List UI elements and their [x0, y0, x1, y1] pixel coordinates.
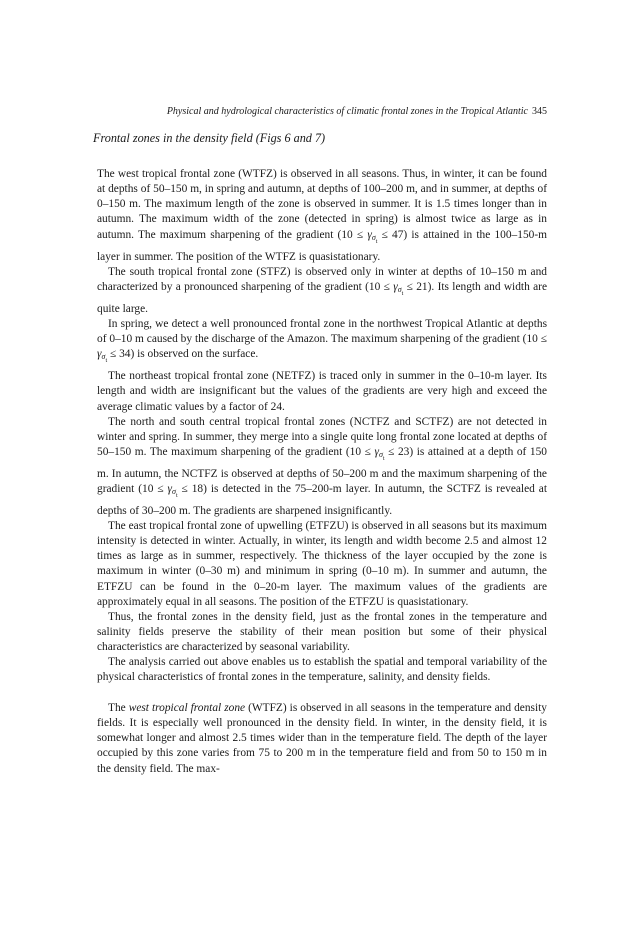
gamma-sigma-t-symbol: $\gamma_{\sigma_t}$ [167, 482, 178, 499]
gamma-sigma-t-symbol: $\gamma_{\sigma_t}$ [374, 445, 385, 462]
paragraph-stfz: The south tropical frontal zone (STFZ) is observed only in winter at depths of 10–150 m and characterized by a pronounced sharpening of the gradient $(10 \le \gamma_{\sigma_t} \le 21)$. Its length and width are quite large. [97, 265, 547, 315]
gamma-sigma-t-symbol: $\gamma_{\sigma_t}$ [97, 348, 108, 365]
paragraph-gap [97, 685, 547, 701]
paragraph-analysis: The analysis carried out above enables us to establish the spatial and temporal variability of the physical characteristics of frontal zones in the temperature, salinity, and density fields. [97, 656, 547, 684]
section-title: Frontal zones in the density field (Figs 6 and 7) [93, 131, 326, 146]
running-title: Physical and hydrological characteristics of climatic frontal zones in the Tropical Atlantic [166, 106, 528, 117]
paragraph-netfz: The northeast tropical frontal zone (NETFZ) is traced only in summer in the 0–10-m layer. Its length and width are insignificant but the values of the gradients are very high and exceed the average climatic values by a factor of 24. [97, 370, 547, 413]
page [93, 104, 547, 777]
paragraph-amazon: In spring, we detect a well pronounced frontal zone in the northwest Tropical Atlantic at depths of 0–10 m caused by the discharge of the Amazon. The maximum sharpening of the gradient $(10 \le \gamma_{\sigma_t} \le 34)$ is observed on the surface. [97, 318, 547, 365]
gamma-sigma-t-symbol: $\gamma_{\sigma_t}$ [367, 228, 378, 245]
paragraph-summary: Thus, the frontal zones in the density field, just as the frontal zones in the temperature and salinity fields preserve the stability of their mean position but some of their physical characteristics are characterized by seasonal variability. [97, 610, 547, 653]
gamma-sigma-t-symbol: $\gamma_{\sigma_t}$ [393, 280, 404, 297]
running-head [97, 104, 547, 119]
page-number: 345 [532, 106, 547, 117]
paragraph-wtfz-comparison: The west tropical frontal zone (WTFZ) is observed in all seasons in the temperature and density fields. It is especially well pronounced in the density field. In winter, in the density field, it is somewhat longer and almost 2.5 times wider than in the temperature field. The depth of the layer occupied by this zone varies from 75 to 200 m in the temperature field and from 50 to 150 m in the density field. The max- [97, 702, 547, 775]
paragraph-wtfz-density: The west tropical frontal zone (WTFZ) is observed in all seasons. Thus, in winter, it can be found at depths of 50–150 m, in spring and autumn, at depths of 100–200 m, and in summer, at depths of 0–150 m. The maximum length of the zone is observed in summer. It is 1.5 times longer than in autumn. The maximum width of the zone (detected in spring) is almost twice as large as in autumn. The maximum sharpening of the gradient $(10 \le \gamma_{\sigma_t} \le 47)$ is attained in the 100–150-m layer in summer. The position of the WTFZ is quasistationary. [97, 168, 547, 263]
paragraph-etfzu: The east tropical frontal zone of upwelling (ETFZU) is observed in all seasons but its maximum intensity is detected in winter. Actually, in winter, its length and width become 2.5 and almost 12 times as large as in summer, respectively. The thickness of the layer occupied by the zone is maximum in winter (0–30 m) and minimum in spring (0–10 m). In summer and autumn, the ETFZU can be found in the 0–20-m layer. The maximum values of the gradients are approximately equal in all seasons. The position of the ETFZU is quasistationary. [97, 520, 547, 608]
wtfz-term: west tropical frontal zone [128, 702, 246, 715]
paragraph-nctfz-sctfz: The north and south central tropical frontal zones (NCTFZ and SCTFZ) are not detected in winter and spring. In summer, they merge into a single quite long frontal zone located at depths of 50–150 m. The maximum sharpening of the gradient $(10 \le \gamma_{\sigma_t} \le 23)$ is attained at a depth of 150 m. In autumn, the NCTFZ is observed at depths of 50–200 m and the maximum sharpening of the gradient $(10 \le \gamma_{\sigma_t} \le 18)$ is detected in the 75–200-m layer. In autumn, the SCTFZ is revealed at depths of 30–200 m. The gradients are sharpened insignificantly. [97, 415, 547, 518]
